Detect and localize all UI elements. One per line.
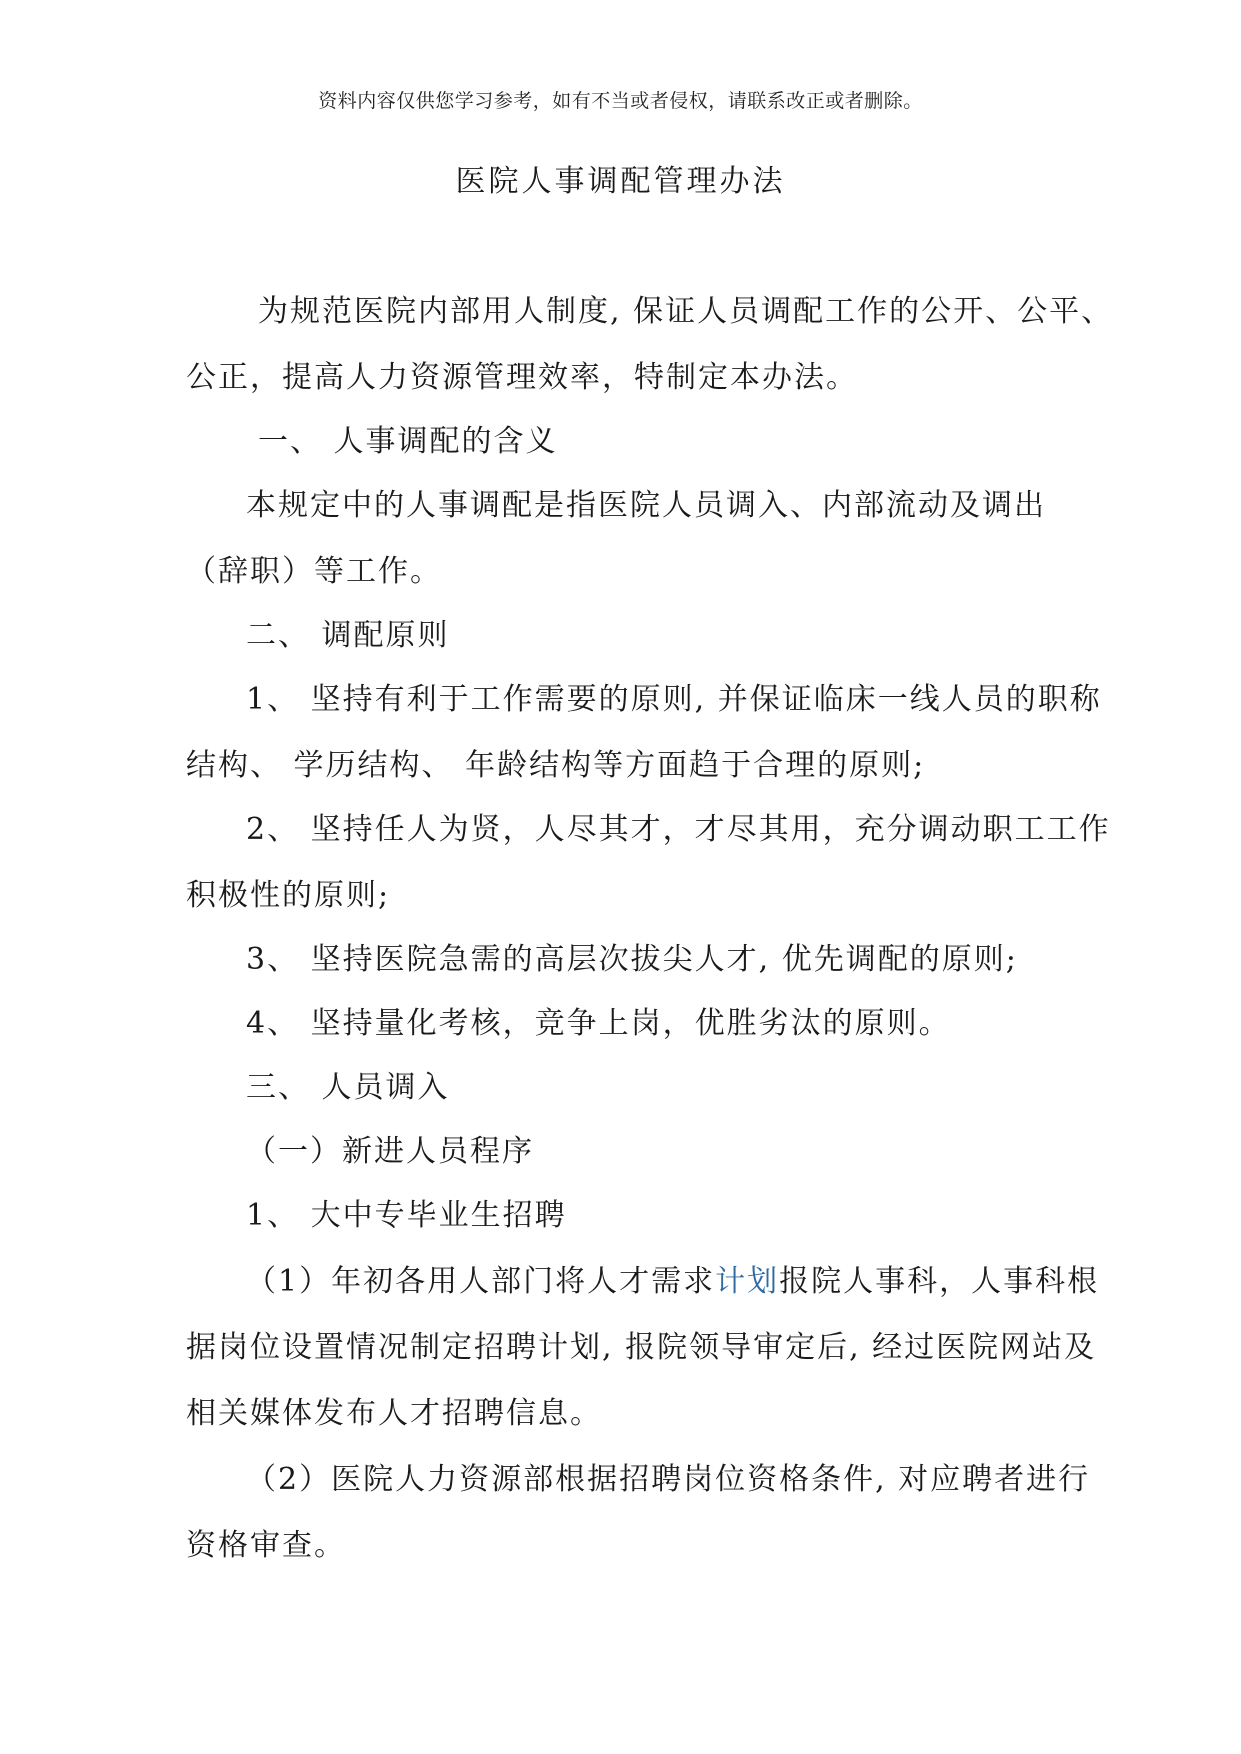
principle-3: 3、 坚持医院急需的高层次拔尖人才, 优先调配的原则;	[246, 942, 1018, 977]
section-heading-1: 一、 人事调配的含义	[258, 424, 558, 459]
section-heading-2: 二、 调配原则	[246, 618, 450, 653]
paragraph-intro-line-2: 公正，提高人力资源管理效率，特制定本办法。	[186, 360, 858, 395]
principle-2-line-2: 积极性的原则;	[186, 878, 391, 913]
paragraph-intro-line-1: 为规范医院内部用人制度, 保证人员调配工作的公开、公平、	[258, 294, 1114, 329]
step-2-line-1: （2）医院人力资源部根据招聘岗位资格条件, 对应聘者进行	[246, 1462, 1091, 1497]
paragraph-definition-line-1: 本规定中的人事调配是指医院人员调入、内部流动及调出	[246, 488, 1046, 523]
section-heading-3: 三、 人员调入	[246, 1070, 450, 1105]
step-1-text-after-link: 报院人事科，人事科根	[779, 1264, 1100, 1299]
header-notice: 资料内容仅供您学习参考，如有不当或者侵权，请联系改正或者删除。	[318, 90, 923, 112]
principle-2-line-1: 2、 坚持任人为贤，人尽其才，才尽其用，充分调动职工工作	[246, 812, 1111, 847]
item-graduate-recruitment: 1、 大中专毕业生招聘	[246, 1198, 567, 1233]
principle-1-line-2: 结构、 学历结构、 年龄结构等方面趋于合理的原则;	[186, 748, 926, 783]
step-1-line-3: 相关媒体发布人才招聘信息。	[186, 1396, 602, 1431]
step-1-text-before-link: （1）年初各用人部门将人才需求	[246, 1264, 716, 1299]
step-1-line-1	[246, 1260, 1099, 1304]
document-title: 医院人事调配管理办法	[455, 164, 786, 199]
step-2-line-2: 资格审查。	[186, 1528, 346, 1563]
plan-link[interactable]: 计划	[715, 1264, 780, 1299]
principle-1-line-1: 1、 坚持有利于工作需要的原则, 并保证临床一线人员的职称	[246, 682, 1102, 717]
principle-4: 4、 坚持量化考核，竞争上岗，优胜劣汰的原则。	[246, 1006, 951, 1041]
paragraph-definition-line-2: （辞职）等工作。	[186, 554, 442, 589]
step-1-line-2: 据岗位设置情况制定招聘计划, 报院领导审定后, 经过医院网站及	[186, 1330, 1097, 1365]
subsection-heading-new-staff: （一）新进人员程序	[246, 1134, 534, 1169]
